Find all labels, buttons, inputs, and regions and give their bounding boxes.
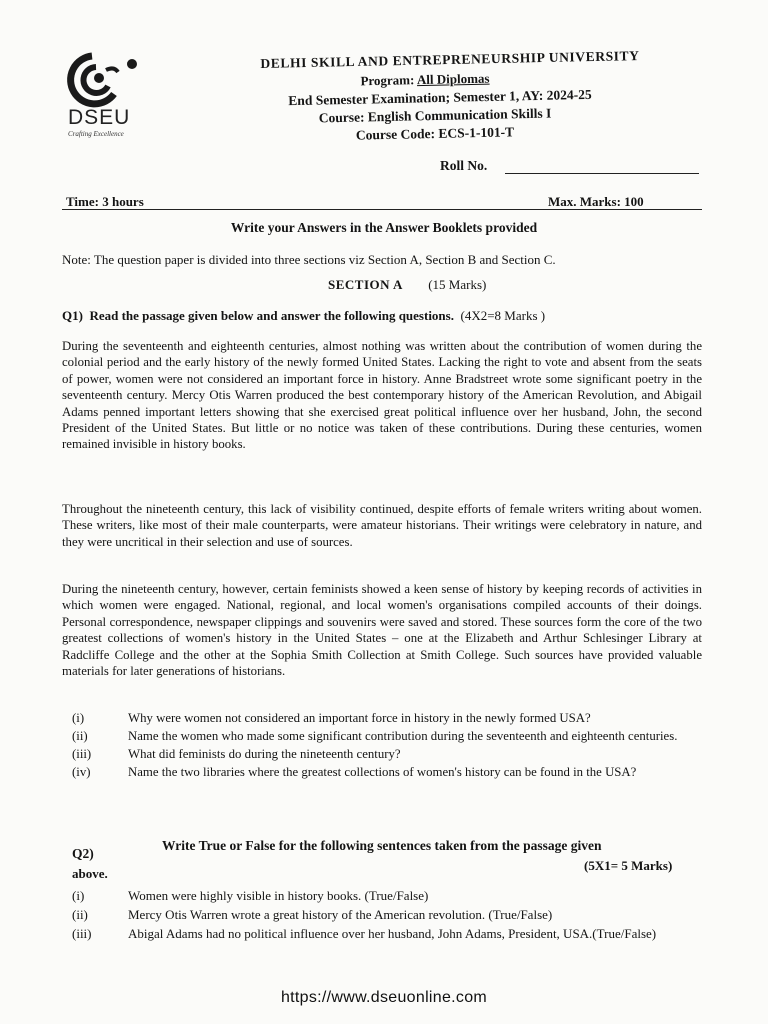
question-text: What did feminists do during the nineteenth century? — [128, 747, 401, 761]
statement-text: Mercy Otis Warren wrote a great history of the American revolution. (True/False) — [128, 907, 553, 922]
time-allowed: Time: 3 hours — [66, 194, 144, 209]
list-item — [72, 765, 702, 780]
q2-statement-list — [72, 888, 702, 945]
roll-no-blank — [505, 173, 699, 174]
question-text: Name the two libraries where the greatest collections of women's history can be found in the USA? — [128, 765, 637, 779]
university-name: DELHI SKILL AND ENTREPRENEURSHIP UNIVERSITY — [260, 48, 640, 71]
logo-name: DSEU — [68, 106, 131, 129]
footer-url: https://www.dseuonline.com — [280, 989, 488, 1006]
question-text: Name the women who made some significant contribution during the seventeenth and eighteenth centuries. — [128, 729, 678, 743]
course-code-line: Course Code: ECS-1-101-T — [355, 124, 515, 143]
question-text: Why were women not considered an important force in history in the newly formed USA? — [128, 711, 591, 725]
passage-paragraph-3: During the nineteenth century, however, certain feminists showed a keen sense of history by keeping records of activities in which women were engaged. National, regional, and local women's organisations compiled accounts of their doings. Personal correspondence, newspaper clippings and souvenirs were saved and stored. These sources form the core of the two greatest collections of women's history in the United States – one at the Elizabeth and Arthur Schlesinger Library at Radcliffe College and the other at the Sophia Smith Collection at Smith College. Such sources have provided valuable materials for later generations of historians. — [62, 582, 702, 679]
question-number: (iii) — [72, 747, 92, 761]
passage-paragraph-2: Throughout the nineteenth century, this lack of visibility continued, despite efforts of female writers writing about women. These writers, like most of their male counterparts, were amateur historians. Their writings were celebratory in nature, and they were uncritical in their selection and use of sources. — [62, 502, 702, 549]
statement-number: (iii) — [72, 926, 92, 941]
dseu-logo — [62, 50, 172, 150]
exam-line: End Semester Examination; Semester 1, AY: 2024-25 — [288, 86, 592, 109]
section-a-title: SECTION A — [328, 277, 403, 292]
header-divider — [62, 209, 702, 210]
section-a-heading — [328, 277, 486, 293]
list-item — [72, 747, 702, 762]
q2-text: Write True or False for the following sentences taken from the passage given — [162, 838, 602, 853]
q2-marks: (5X1= 5 Marks) — [584, 858, 673, 873]
list-item — [72, 926, 702, 942]
list-item — [72, 888, 702, 904]
statement-number: (i) — [72, 888, 85, 903]
logo-tagline: Crafting Excellence — [68, 130, 124, 138]
max-marks: Max. Marks: 100 — [548, 194, 644, 209]
q1-heading — [62, 308, 545, 324]
program-value: All Diplomas — [416, 70, 490, 88]
answer-instruction: Write your Answers in the Answer Booklets provided — [230, 220, 538, 235]
statement-text: Women were highly visible in history books. (True/False) — [128, 888, 429, 903]
q1-text: Read the passage given below and answer the following questions. — [89, 308, 454, 323]
q2-label: Q2) — [72, 846, 94, 861]
section-a-marks: (15 Marks) — [428, 277, 487, 292]
list-item — [72, 729, 702, 744]
q2-text-continued: above. — [72, 866, 108, 881]
statement-text: Abigal Adams had no political influence over her husband, John Adams, President, USA.(True/False) — [128, 926, 657, 941]
paper-note: Note: The question paper is divided into three sections viz Section A, Section B and Section C. — [62, 252, 556, 267]
roll-no-label: Roll No. — [440, 158, 488, 173]
list-item — [72, 711, 702, 726]
list-item — [72, 907, 702, 923]
statement-number: (ii) — [72, 907, 88, 922]
question-number: (ii) — [72, 729, 88, 743]
question-number: (iv) — [72, 765, 91, 779]
passage-paragraph-1: During the seventeenth and eighteenth centuries, almost nothing was written about the contribution of women during the colonial period and the early history of the newly formed United States. Lacking the right to vote and absent from the seats of power, women were not considered an important force in history. Anne Bradstreet wrote some significant poetry in the seventeenth century. Mercy Otis Warren produced the best contemporary history of the American Revolution, and Abigail Adams penned important letters showing that she exercised great political influence over her husband, John, the second President of the United States. But little or no notice was taken of these contributions. During these centuries, women remained invisible in history books. — [62, 339, 702, 452]
program-label: Program: — [360, 72, 415, 89]
q1-label: Q1) — [62, 308, 83, 323]
dseu-logo-mark — [62, 50, 152, 108]
q1-question-list — [72, 711, 702, 783]
course-line: Course: English Communication Skills I — [318, 105, 552, 126]
question-number: (i) — [72, 711, 85, 725]
q1-marks: (4X2=8 Marks ) — [460, 308, 546, 323]
